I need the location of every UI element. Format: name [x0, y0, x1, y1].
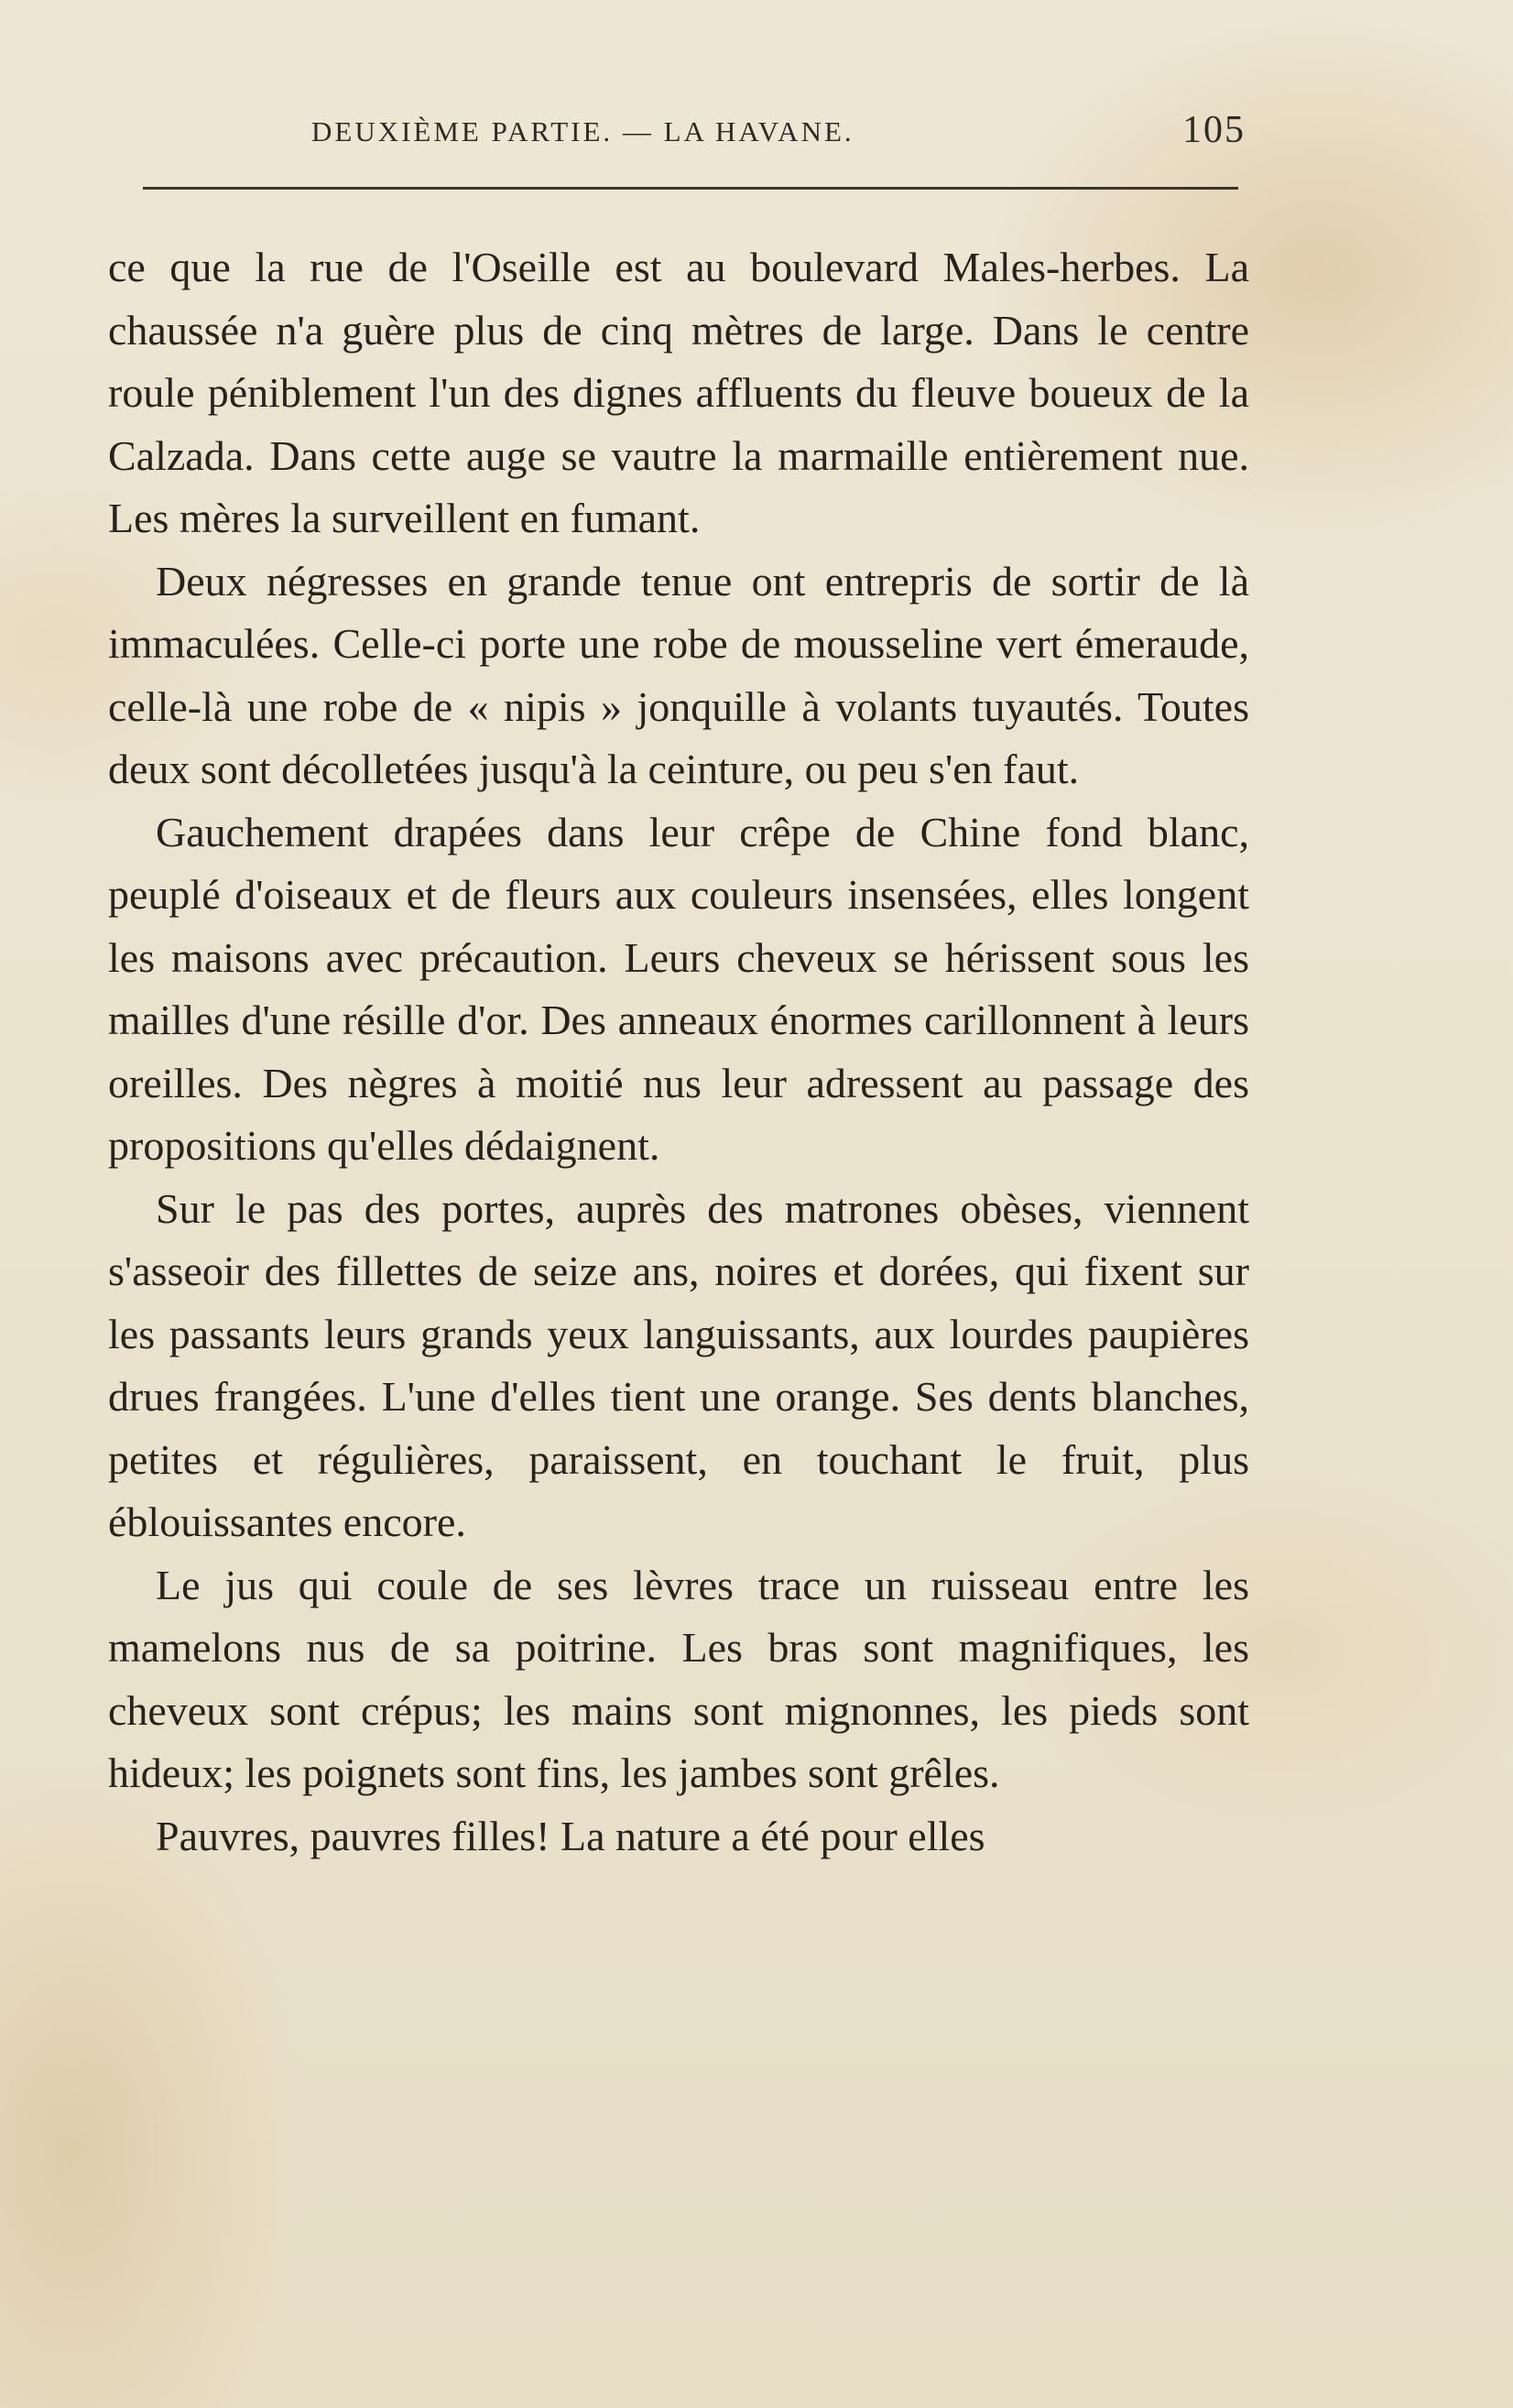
page-number: 105 — [1182, 109, 1246, 151]
running-title: DEUXIÈME PARTIE. — LA HAVANE. — [311, 115, 854, 147]
paragraph-6: Pauvres, pauvres filles! La nature a été pour elles — [156, 1812, 985, 1859]
header-rule — [143, 187, 1238, 190]
paragraph-3: Gauchement drapées dans leur crêpe de Chine fond blanc, peuplé d'oiseaux et de fleurs aux couleurs insensées, elles longent les maisons avec précaution. Leurs cheveux se hérissent sous les mailles d'une résille d'or. Des anneaux énormes carillonnent à leurs oreilles. Des nègres à moitié nus leur adressent au passage des propositions qu'elles dédaignent. — [108, 808, 1249, 1169]
paragraph-2: Deux négresses en grande tenue ont entrepris de sortir de là immaculées. Celle-ci porte une robe de mousseline vert émeraude, celle-là une robe de « nipis » jonquille à volants tuyautés. Toutes deux sont décolletées jusqu'à la ceinture, ou peu s'en faut. — [108, 557, 1249, 792]
paragraph-4: Sur le pas des portes, auprès des matrones obèses, viennent s'asseoir des fillettes de seize ans, noires et dorées, qui fixent sur les passants leurs grands yeux languissants, aux lourdes paupières drues frangées. L'une d'elles tient une orange. Ses dents blanches, petites et régulières, paraissent, en touchant le fruit, plus éblouissantes encore. — [108, 1184, 1249, 1545]
paragraph-1: ce que la rue de l'Oseille est au boulevard Males-herbes. La chaussée n'a guère plus de cinq mètres de large. Dans le centre roule péniblement l'un des dignes affluents du fleuve boueux de la Calzada. Dans cette auge se vautre la marmaille entièrement nue. Les mères la surveillent en fumant. — [108, 244, 1249, 541]
paragraph-5: Le jus qui coule de ses lèvres trace un ruisseau entre les mamelons nus de sa poitrine. Les bras sont magnifiques, les cheveux sont crépus; les mains sont mignonnes, les pieds sont hideux; les poignets sont fins, les jambes sont grêles. — [108, 1561, 1249, 1796]
page-header — [311, 108, 1246, 163]
body-text — [108, 236, 1249, 1868]
